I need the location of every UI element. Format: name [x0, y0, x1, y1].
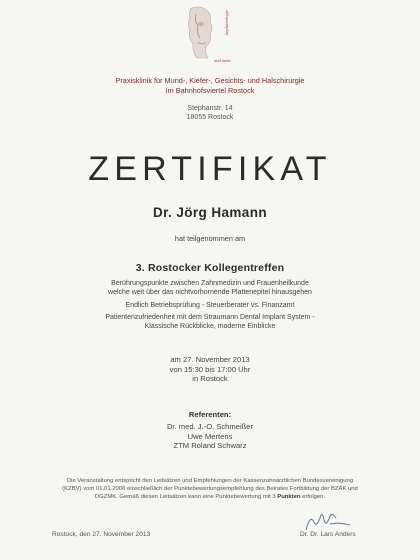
topic-line: Berührungspunkte zwischen Zahnmedizin und Frauenheilkunde	[111, 280, 309, 287]
signer-name: Dr. Dr. Lars Anders	[300, 531, 356, 538]
legal-line	[32, 493, 388, 501]
topic-line: Klassische Rückblicke, moderne Einblicke	[144, 323, 276, 331]
event-title: 3. Rostocker Kollegentreffen	[135, 262, 285, 274]
referents-list	[0, 422, 420, 451]
referent-name: Uwe Mertens	[187, 431, 233, 441]
legal-line: Die Veranstaltung entspricht den Leitsätzen und Empfehlungen der Kassenzahnärztlichen Bundesvereinigung	[66, 478, 354, 484]
clinic-line: Im Bahnhofsviertel Rostock	[165, 85, 255, 95]
clinic-line: Praxisklinik für Mund-, Kiefer-, Gesichts- und Halschirurgie	[115, 76, 305, 85]
topic-line: Patientenzufriedenheit mit dem Straumann Dental Implant System -	[105, 313, 315, 321]
event-topics	[0, 279, 420, 331]
legal-points: Punkten	[277, 494, 301, 500]
clinic-name	[0, 76, 420, 95]
address-street: Stephanstr. 14	[187, 105, 233, 112]
referents-heading: Referenten:	[188, 410, 232, 419]
logo-tag-text: und mehr	[214, 58, 232, 63]
legal-notice	[32, 477, 388, 501]
logo-side-text: Implantologie	[224, 10, 229, 36]
clinic-address	[0, 104, 420, 122]
took-part-text: hat teilgenommen am	[174, 234, 246, 243]
topic-line: Endlich Betriebsprüfung - Steuerberater vs. Finanzamt	[125, 301, 295, 309]
legal-line-start: DGZMK. Gemäß diesen Leitsätzen kann eine Punktebewertung mit 3	[94, 494, 276, 500]
referent-name: ZTM Roland Schwarz	[173, 441, 247, 451]
legal-line-end: erfolgen.	[302, 494, 326, 500]
referent-name: Dr. med. J.-O. Schmeißer	[166, 422, 254, 431]
certificate-title: ZERTIFIKAT	[88, 150, 332, 188]
recipient-name: Dr. Jörg Hamann	[152, 205, 268, 220]
address-city: 18055 Rostock	[186, 114, 234, 121]
event-schedule	[0, 355, 420, 384]
event-time: von 15:30 bis 17:00 Uhr	[169, 364, 251, 374]
topic-line: welche weit über das nichtvorhornende Plattenepitel hinausgehen	[108, 289, 312, 297]
place-date: Rostock, den 27. November 2013	[52, 531, 151, 538]
event-date: am 27. November 2013	[170, 355, 250, 364]
event-place: in Rostock	[192, 374, 228, 384]
legal-line: (KZBV) vom 01.01.2006 einschließlich der Punktebewertungsempfehlung des Beirates Fortbildung der BZÄK und	[62, 486, 358, 492]
